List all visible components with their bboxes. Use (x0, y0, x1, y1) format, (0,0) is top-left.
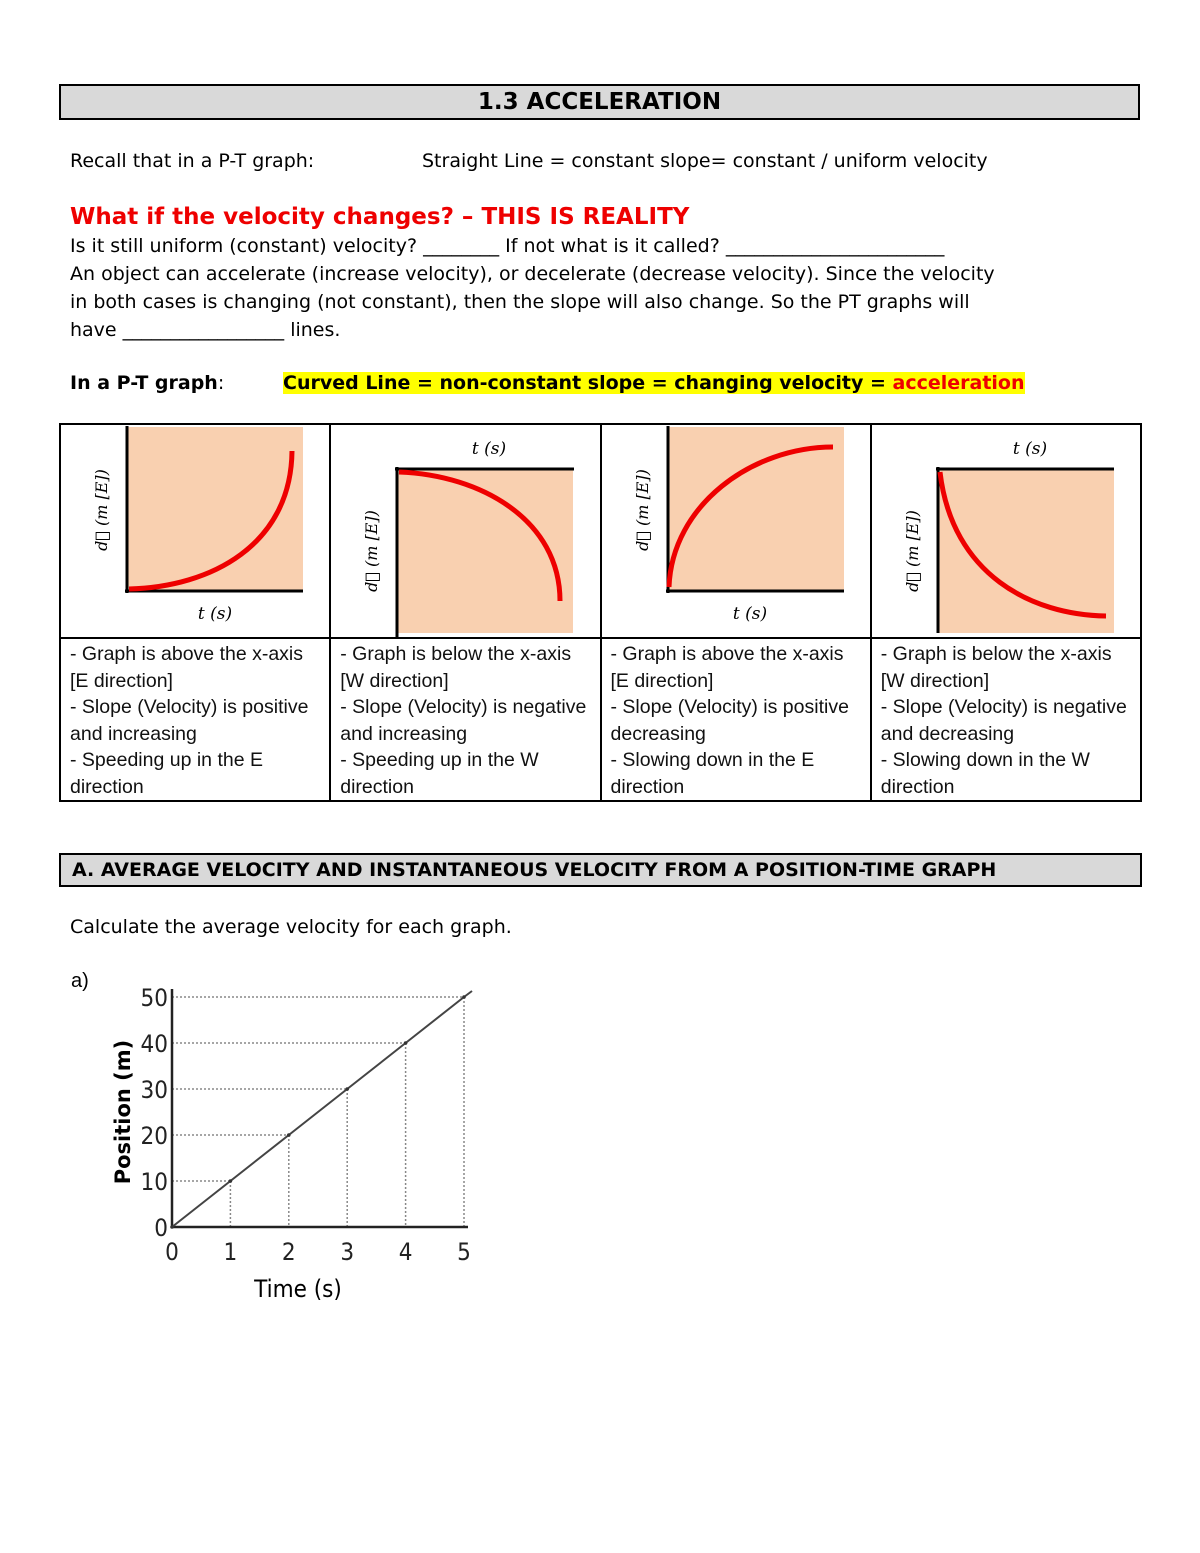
chart-data-point (287, 1133, 291, 1137)
pt-rule-highlight (283, 372, 1025, 394)
desc-3-line-4: decreasing (610, 722, 706, 745)
recall-label: Recall that in a P-T graph: (70, 150, 315, 172)
paragraph-line-1: Is it still uniform (constant) velocity? ________ If not what is it called? _______________________ (70, 235, 945, 257)
page-title: 1.3 ACCELERATION (59, 84, 1140, 120)
chart-data-point (404, 1041, 408, 1045)
graph-cell-4 (871, 424, 1141, 638)
recall-rule: Straight Line = constant slope= constant / uniform velocity (422, 150, 988, 172)
chart-y-tick-label: 0 (154, 1214, 168, 1242)
chart-data-point (345, 1087, 349, 1091)
pt-graph-2 (331, 425, 599, 637)
paragraph-line-3: in both cases is changing (not constant), then the slope will also change. So the PT graphs will (70, 291, 970, 313)
pt-rule-acceleration: acceleration (892, 372, 1025, 394)
graph-4-fill (938, 469, 1114, 633)
chart-x-tick-label: 1 (223, 1238, 238, 1266)
pt-graph-1 (61, 425, 329, 637)
desc-3-line-5: - Slowing down in the E (610, 749, 815, 771)
chart-x-axis-label: Time (s) (254, 1275, 342, 1303)
desc-2-line-3: - Slope (Velocity) is negative (340, 696, 587, 718)
position-time-chart (110, 968, 490, 1308)
part-a-label: a) (71, 970, 89, 992)
graph-cell-2 (330, 424, 600, 638)
chart-y-tick-label: 50 (140, 984, 168, 1012)
pt-graph-table (59, 423, 1142, 802)
paragraph-line-2: An object can accelerate (increase velocity), or decelerate (decrease velocity). Since the velocity (70, 263, 995, 285)
graph-1-x-label: t (s) (197, 604, 233, 624)
desc-4-line-6: direction (880, 775, 955, 798)
pt-rule-colon: : (217, 372, 225, 394)
desc-3-line-3: - Slope (Velocity) is positive (610, 696, 849, 718)
velocity-change-heading: What if the velocity changes? – THIS IS REALITY (70, 204, 690, 230)
desc-1-line-4: and increasing (70, 722, 197, 745)
chart-y-tick-label: 40 (140, 1030, 168, 1058)
chart-x-tick-label: 4 (398, 1238, 413, 1266)
pt-graph-4 (872, 425, 1140, 637)
desc-1-line-6: direction (70, 775, 144, 798)
chart-data-point (229, 1179, 233, 1183)
desc-4-line-1: - Graph is below the x-axis (880, 643, 1112, 665)
graph-3-x-label: t (s) (732, 604, 767, 624)
desc-1-line-5: - Speeding up in the E (70, 749, 263, 771)
section-a-instruction: Calculate the average velocity for each graph. (70, 916, 512, 938)
chart-y-tick-label: 20 (140, 1122, 168, 1150)
chart-x-tick-label: 2 (281, 1238, 296, 1266)
desc-2-line-5: - Speeding up in the W (340, 749, 539, 771)
desc-2-line-4: and increasing (340, 722, 468, 745)
graph-3-fill (668, 427, 844, 591)
graph-3-y-label: d⃗ (m [E]) (632, 469, 652, 551)
chart-y-tick-label: 30 (140, 1076, 168, 1104)
desc-4-line-5: - Slowing down in the W (880, 749, 1090, 771)
chart-plot-area (141, 984, 472, 1266)
graph-2-x-label: t (s) (472, 439, 507, 459)
desc-3-line-1: - Graph is above the x-axis (610, 643, 844, 665)
pt-rule-label: In a P-T graph (70, 372, 218, 394)
desc-1-line-2: [E direction] (70, 669, 173, 692)
graph-description-2 (330, 638, 600, 801)
graph-4-y-label: d⃗ (m [E]) (902, 510, 922, 592)
desc-2-line-2: [W direction] (340, 669, 449, 692)
graph-description-4 (871, 638, 1141, 801)
desc-2-line-1: - Graph is below the x-axis (340, 643, 572, 665)
desc-4-line-3: - Slope (Velocity) is negative (880, 696, 1127, 718)
chart-y-tick-label: 10 (140, 1168, 168, 1196)
graph-2-y-label: d⃗ (m [E]) (362, 510, 382, 592)
chart-data-point (170, 1225, 174, 1229)
desc-1-line-3: - Slope (Velocity) is positive (70, 696, 309, 718)
chart-x-tick-label: 3 (340, 1238, 355, 1266)
section-a-heading: A. AVERAGE VELOCITY AND INSTANTANEOUS VELOCITY FROM A POSITION-TIME GRAPH (59, 853, 1142, 887)
desc-3-line-2: [E direction] (610, 669, 714, 692)
graph-4-x-label: t (s) (1012, 439, 1047, 459)
graph-description-3 (601, 638, 871, 801)
pt-graph-3 (602, 425, 870, 637)
graph-cell-1 (60, 424, 330, 638)
desc-4-line-4: and decreasing (880, 722, 1015, 745)
desc-4-line-2: [W direction] (880, 669, 990, 692)
graph-description-1 (60, 638, 330, 801)
chart-x-tick-label: 0 (165, 1238, 179, 1266)
graph-1-y-label: d⃗ (m [E]) (92, 469, 111, 551)
chart-series-line (172, 997, 464, 1227)
chart-y-axis-label: Position (m) (111, 1039, 135, 1185)
recall-line (70, 150, 988, 172)
chart-x-tick-label: 5 (457, 1238, 471, 1266)
chart-data-point (462, 995, 466, 999)
pt-rule-highlight-text: Curved Line = non-constant slope = changing velocity = (283, 372, 893, 394)
pt-rule (70, 372, 1025, 394)
paragraph-line-4: have _________________ lines. (70, 319, 341, 341)
desc-3-line-6: direction (610, 775, 685, 798)
desc-1-line-1: - Graph is above the x-axis (70, 643, 304, 665)
graph-cell-3 (601, 424, 871, 638)
desc-2-line-6: direction (340, 775, 414, 798)
